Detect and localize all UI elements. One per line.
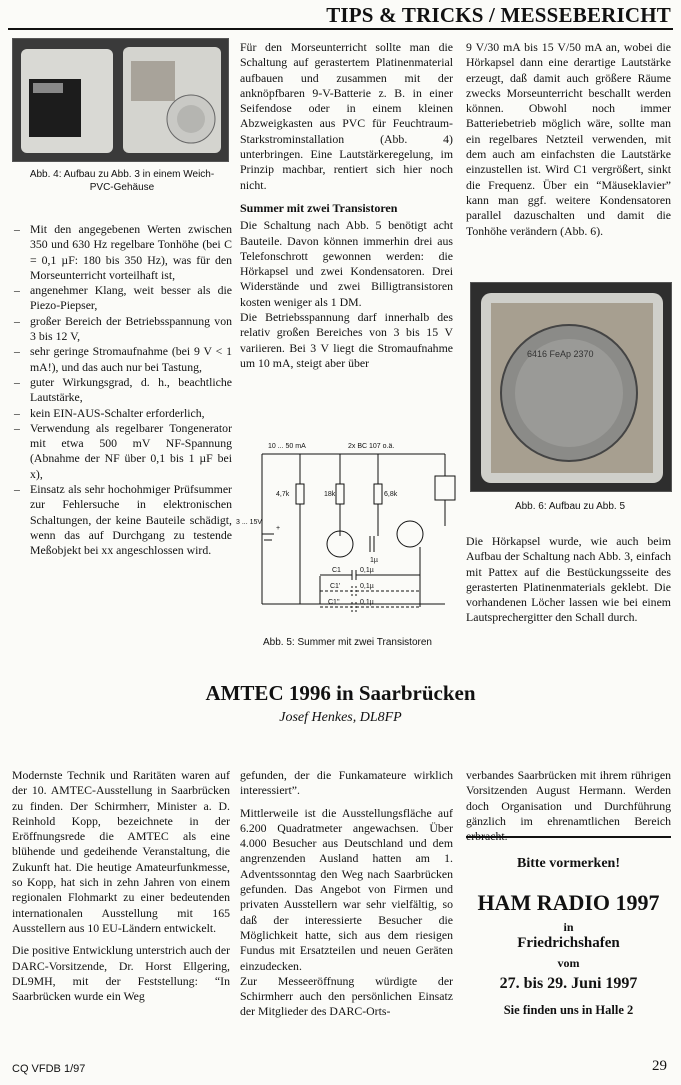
schematic-drawing <box>236 436 455 632</box>
list-item: – großer Bereich der Betriebsspannung von 3 bis 12 V, <box>12 314 232 345</box>
caption-abb6: Abb. 6: Aufbau zu Abb. 5 <box>514 501 626 512</box>
label-c-mid: 1µ <box>370 557 378 564</box>
ham-hall: Sie finden uns in Halle 2 <box>503 1003 634 1017</box>
list-item: – sehr geringe Stromaufnahme (bei 9 V < 1 mA!), und das auch nur bei Tastung, <box>12 344 232 375</box>
label-plus: + <box>276 525 281 532</box>
capsule-text: 6416 FeAp 2370 <box>527 349 594 359</box>
ham-title: HAM RADIO 1997 <box>477 890 660 915</box>
list-item: – Mit den angegebenen Werten zwischen 350 und 630 Hz regelbare Tonhöhe (bei C = 0,1 µF: 180 bis 350 Hz), was für den Morseunterricht vorteilhaft ist, <box>12 222 232 283</box>
page-number: 29 <box>652 1058 667 1074</box>
label-c1c: C1'' <box>328 599 340 606</box>
amtec-column-1 <box>12 768 230 1011</box>
page-header <box>0 0 681 34</box>
label-c1-value: 0,1µ <box>360 567 374 574</box>
label-r2: 18k <box>324 491 336 498</box>
paragraph: Die Schaltung nach Abb. 5 benötigt acht Bauteile. Davon können immerhin drei aus Telefonschrott gewonnen werden: die Hörkapsel und zwei Kondensatoren. Drei Widerstände und zwei Billigtransistoren kosten weniger als 1 DM. <box>240 218 453 309</box>
photo-abb4 <box>12 38 229 162</box>
paragraph: Die positive Entwicklung unterstrich auch der DARC-Vorsitzende, Dr. Horst Ellgering, DL9MH, mit der Feststellung: “In Saarbrücken wurde ein Weg <box>12 943 230 1004</box>
label-c1c-value: 0,1µ <box>360 599 374 606</box>
amtec-column-3 <box>466 768 671 851</box>
amtec-column-2 <box>240 768 453 1027</box>
list-item: – angenehmer Klang, weit besser als die Piezo-Piepser, <box>12 283 232 314</box>
paragraph: Zur Messeeröffnung würdigte der Schirmherr auch den persönlichen Einsatz der Mitglieder des DARC-Orts- <box>240 973 453 1019</box>
ham-radio-box <box>466 856 671 1018</box>
label-voltage: 3 ... 15V <box>236 519 263 526</box>
column-3-text-lower <box>466 534 671 633</box>
caption-abb4: Abb. 4: Aufbau zu Abb. 3 in einem Weich-PVC-Gehäuse <box>29 169 215 193</box>
photo-abb4-image <box>13 39 228 161</box>
photo-abb6-image <box>471 283 671 491</box>
photo-abb6 <box>470 282 672 492</box>
ham-dates: 27. bis 29. Juni 1997 <box>499 975 638 992</box>
schematic-abb5 <box>236 436 455 632</box>
column-2-text <box>240 40 453 378</box>
paragraph: verbandes Saarbrücken mit ihrem rührigen Vorsitzenden August Hermann. Werden doch Organisation und Durchführung gänzlich im ehrenamtlichen Bereich <box>466 768 671 828</box>
ham-vom: vom <box>557 956 580 970</box>
article-author: Josef Henkes, DL8FP <box>279 710 402 725</box>
paragraph: 9 V/30 mA bis 15 V/50 mA an, wobei die Hörkapsel dann eine derartige Lautstärke erzeugt, daß damit auch größere Räume zwecks Morseunterricht beschallt werden können. Obwohl noch immer Batteriebetrieb möglich wäre, sollte man ein regelbares Netzteil verwenden, mit dem auch am einfachsten die Lautstärke einzustellen ist. Wird C1 vergrößert, sinkt die Frequenz. Über ein “Mäuseklavier” kann man ggf. weitere Kondensatoren parallel dazuschalten und damit die Tonhöhe verändern (Abb. 6). <box>466 40 671 238</box>
label-r1: 4,7k <box>276 491 290 498</box>
ham-radio-rule <box>466 836 671 838</box>
paragraph: Die Hörkapsel wurde, wie auch beim Aufbau der Schaltung nach Abb. 3, einfach mit Pattex auf die Bestückungsseite des gerasterten Platinenmaterials geklebt. Die vorhandenen Löcher lassen wie bei einem Lautsprechergitter den Schall durch. <box>466 534 671 625</box>
ham-reminder: Bitte vormerken! <box>516 856 621 871</box>
paragraph: Mittlerweile ist die Ausstellungsfläche auf 6.200 Quadratmeter angewachsen. Über 4.000 Besucher aus Deutschland und dem angrenzenden Ausland hatten am 1. Adventssonntag den Weg nach Saarbrücken gefunden. Das Angebot von Firmen und privaten Ausstellern war sehr vielfältig, so daß der interessierte Besucher die Möglichkeit hatte, sich aus dem riesigen Fundus mit Ersatzteilen und neuen Geräten einzudecken. <box>240 805 453 973</box>
paragraph: Die Betriebsspannung darf innerhalb des relativ großen Bereiches von 3 bis 15 V variieren. Bei 3 V liegt die Stromaufnahme um 10 mA, steigt aber über <box>240 310 453 370</box>
footer-journal: CQ VFDB 1/97 <box>12 1063 86 1075</box>
paragraph: Modernste Technik und Raritäten waren auf der 10. AMTEC-Ausstellung in Saarbrücken zu finden. Der Schirmherr, Minister a. D. Reinhold Kopp, bezeichnete in der Eröffnungsrede die AMTEC als eine blühende und gedeihende Veranstaltung, die Zukunft hat. Die heutige Amateurfunkmesse, so Kopp, hat sich in zehn Jahren von einem regionalen Flohmarkt zu einer bedeutenden internationalen Ausstellung mit 165 Ausstellern aus 10 EU-Ländern entwickelt. <box>12 768 230 935</box>
caption-abb5: Abb. 5: Summer mit zwei Transistoren <box>263 637 432 648</box>
section-title: TIPS & TRICKS / MESSEBERICHT <box>326 3 671 27</box>
list-item: – Einsatz als sehr hochohmiger Prüfsummer zur Fehlersuche in elektronischen Schaltungen, der keine Bauteile schädigt, wenn das auf Durchgang zu testende Meßobjekt bei xx angeschlossen wird. <box>12 482 232 558</box>
label-c1b-value: 0,1µ <box>360 583 374 590</box>
label-c1b: C1' <box>330 583 341 590</box>
article-title: AMTEC 1996 in Saarbrücken <box>205 681 476 705</box>
label-current: 10 ... 50 mA <box>268 443 306 450</box>
header-rule <box>8 28 673 30</box>
ham-city: Friedrichshafen <box>517 935 620 951</box>
feature-list <box>12 222 232 559</box>
label-r3: 6,8k <box>384 491 398 498</box>
list-item: – kein EIN-AUS-Schalter erforderlich, <box>12 406 232 421</box>
ham-in: in <box>563 920 574 934</box>
subheading: Summer mit zwei Transistoren <box>240 200 398 215</box>
label-transistors: 2x BC 107 o.ä. <box>348 443 395 450</box>
feature-list-column <box>12 222 232 559</box>
list-item: – Verwendung als regelbarer Tongenerator mit etwa 500 mV NF-Spannung (Abnahme der NF über 0,1 bis 1 µF bei x), <box>12 421 232 482</box>
label-c1: C1 <box>332 567 341 574</box>
column-3-text <box>466 40 671 246</box>
paragraph: gefunden, der die Funkamateure wirklich interessiert”. <box>240 768 453 798</box>
paragraph: Für den Morseunterricht sollte man die Schaltung auf gerastertem Platinenmaterial aufbauen und zusammen mit der anknöpfbaren 9-V-Batterie z. B. in einer Seifendose oder in einem kleinen Abzweigkasten aus PVC für Feuchtraum-Starkstrominstallation (Abb. 4) unterbringen. Eine Lautstärkeregelung, im Prinzip machbar, rentiert sich hier noch nicht. <box>240 40 453 192</box>
list-item: – guter Wirkungsgrad, d. h., beachtliche Lautstärke, <box>12 375 232 406</box>
